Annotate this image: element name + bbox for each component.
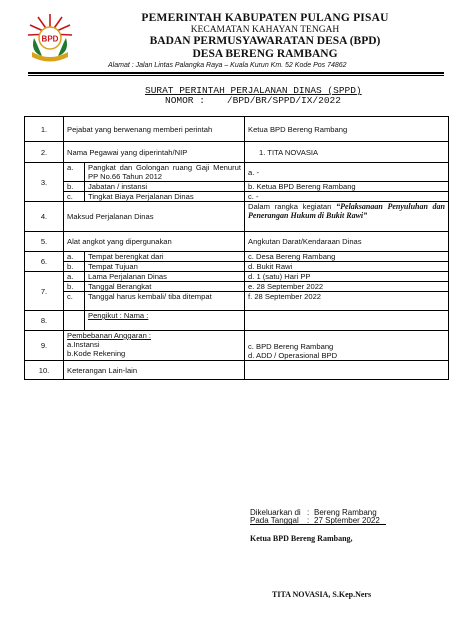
row-number: 2.: [25, 142, 64, 163]
row-value: Angkutan Darat/Kendaraan Dinas: [245, 232, 449, 252]
row-label: Jabatan / instansi: [85, 182, 245, 192]
table-row: [25, 232, 449, 252]
sub-letter: a.: [64, 272, 85, 282]
row-value: c. Desa Bereng Rambang: [245, 252, 449, 262]
header-address: Alamat : Jalan Lintas Palangka Raya – Kuala Kurun Km. 52 Kode Pos 74862: [108, 62, 347, 69]
row-label: Pangkat dan Golongan ruang Gaji Menurut PP No.66 Tahun 2012: [85, 163, 245, 182]
date-colon: :: [307, 516, 310, 525]
header-line-1: PEMERINTAH KABUPATEN PULANG PISAU: [141, 12, 389, 24]
empty-cell: [245, 311, 449, 331]
row-label: Lama Perjalanan Dinas: [85, 272, 245, 282]
purpose-prefix: Dalam rangka kegiatan: [248, 202, 332, 211]
row-label: Tanggal Berangkat: [85, 282, 245, 292]
row-value: 1. TITA NOVASIA: [245, 142, 449, 163]
row-value: [245, 202, 449, 232]
signer-title: Ketua BPD Bereng Rambang,: [250, 534, 353, 543]
logo-text: BPD: [41, 34, 59, 44]
table-row: [25, 117, 449, 142]
signer-name: TITA NOVASIA, S.Kep.Ners: [272, 590, 372, 599]
row-label: Tempat berengkat dari: [85, 252, 245, 262]
sub-letter: c.: [64, 192, 85, 202]
row-value: d. 1 (satu) Hari PP: [245, 272, 449, 282]
empty-cell: [245, 361, 449, 380]
empty-cell: [64, 311, 85, 331]
row-value: e. 28 September 2022: [245, 282, 449, 292]
row-number: 1.: [25, 117, 64, 142]
table-row: [25, 361, 449, 380]
purpose-activity: “Pelaksanaan Penyuluhan dan Penerangan Hukum di Bukit Rawi”: [248, 202, 445, 220]
row-label: Keterangan Lain-lain: [64, 361, 245, 380]
table-row: [25, 311, 449, 331]
date-label: Pada Tanggal: [250, 516, 299, 525]
header-line-4: DESA BERENG RAMBANG: [192, 48, 338, 60]
table-row: [25, 292, 449, 311]
row-number: 8.: [25, 311, 64, 331]
nomor-label: NOMOR :: [165, 95, 205, 106]
table-row: [25, 282, 449, 292]
header-line-2: KECAMATAN KAHAYAN TENGAH: [190, 25, 340, 35]
row-number: 7.: [25, 272, 64, 311]
budget-instansi-label: a.Instansi: [67, 340, 100, 349]
table-row: [25, 331, 449, 361]
row-number: 5.: [25, 232, 64, 252]
row-number: 9.: [25, 331, 64, 361]
issued-colon: :: [307, 508, 310, 517]
table-row: [25, 252, 449, 262]
sub-letter: b.: [64, 262, 85, 272]
date-value: 27 Sptember 2022: [314, 516, 380, 525]
budget-instansi-value: c. BPD Bereng Rambang: [248, 342, 334, 351]
row-number: 3.: [25, 163, 64, 202]
budget-code-label: b.Kode Rekening: [67, 349, 126, 358]
budget-code-value: d. ADD / Operasional BPD: [248, 351, 338, 360]
row-label: Maksud Perjalanan Dinas: [64, 202, 245, 232]
row-value: Ketua BPD Bereng Rambang: [245, 117, 449, 142]
row-label: [64, 331, 245, 361]
table-row: [25, 262, 449, 272]
bpd-logo: [26, 12, 74, 62]
row-value: b. Ketua BPD Bereng Rambang: [245, 182, 449, 192]
row-value: c. -: [245, 192, 449, 202]
header-rule-thin: [28, 75, 444, 76]
sub-letter: a.: [64, 163, 85, 182]
row-label: Nama Pegawai yang diperintah/NIP: [64, 142, 245, 163]
row-label: Tingkat Biaya Perjalanan Dinas: [85, 192, 245, 202]
row-value: d. Bukit Rawi: [245, 262, 449, 272]
row-value: a. -: [245, 163, 449, 182]
nomor-value: /BPD/BR/SPPD/IX/2022: [226, 95, 341, 106]
sub-letter: b.: [64, 182, 85, 192]
table-row: [25, 163, 449, 182]
row-number: 10.: [25, 361, 64, 380]
row-label: Alat angkot yang dipergunakan: [64, 232, 245, 252]
sub-letter: b.: [64, 282, 85, 292]
sppd-table: [24, 116, 449, 380]
sub-letter: c.: [64, 292, 85, 311]
row-label: Tanggal harus kembali/ tiba ditempat: [85, 292, 245, 311]
table-row: [25, 192, 449, 202]
table-row: [25, 202, 449, 232]
row-label: Tempat Tujuan: [85, 262, 245, 272]
table-row: [25, 142, 449, 163]
issued-value: Bereng Rambang: [314, 508, 377, 517]
sub-letter: a.: [64, 252, 85, 262]
budget-label: Pembebanan Anggaran :: [67, 331, 152, 340]
issued-label: Dikeluarkan di: [250, 508, 301, 517]
header-line-3: BADAN PERMUSYAWARATAN DESA (BPD): [149, 35, 381, 47]
row-label: Pejabat yang berwenang memberi perintah: [64, 117, 245, 142]
row-label: Pengikut : Nama :: [85, 311, 245, 331]
table-row: [25, 182, 449, 192]
row-number: 6.: [25, 252, 64, 272]
table-row: [25, 272, 449, 282]
footer-rule: [250, 524, 386, 525]
document-number: [165, 95, 341, 106]
header-rule-thick: [28, 72, 444, 74]
row-value: [245, 331, 449, 361]
document-title: SURAT PERINTAH PERJALANAN DINAS (SPPD): [145, 85, 362, 96]
row-number: 4.: [25, 202, 64, 232]
row-value: f. 28 September 2022: [245, 292, 449, 311]
